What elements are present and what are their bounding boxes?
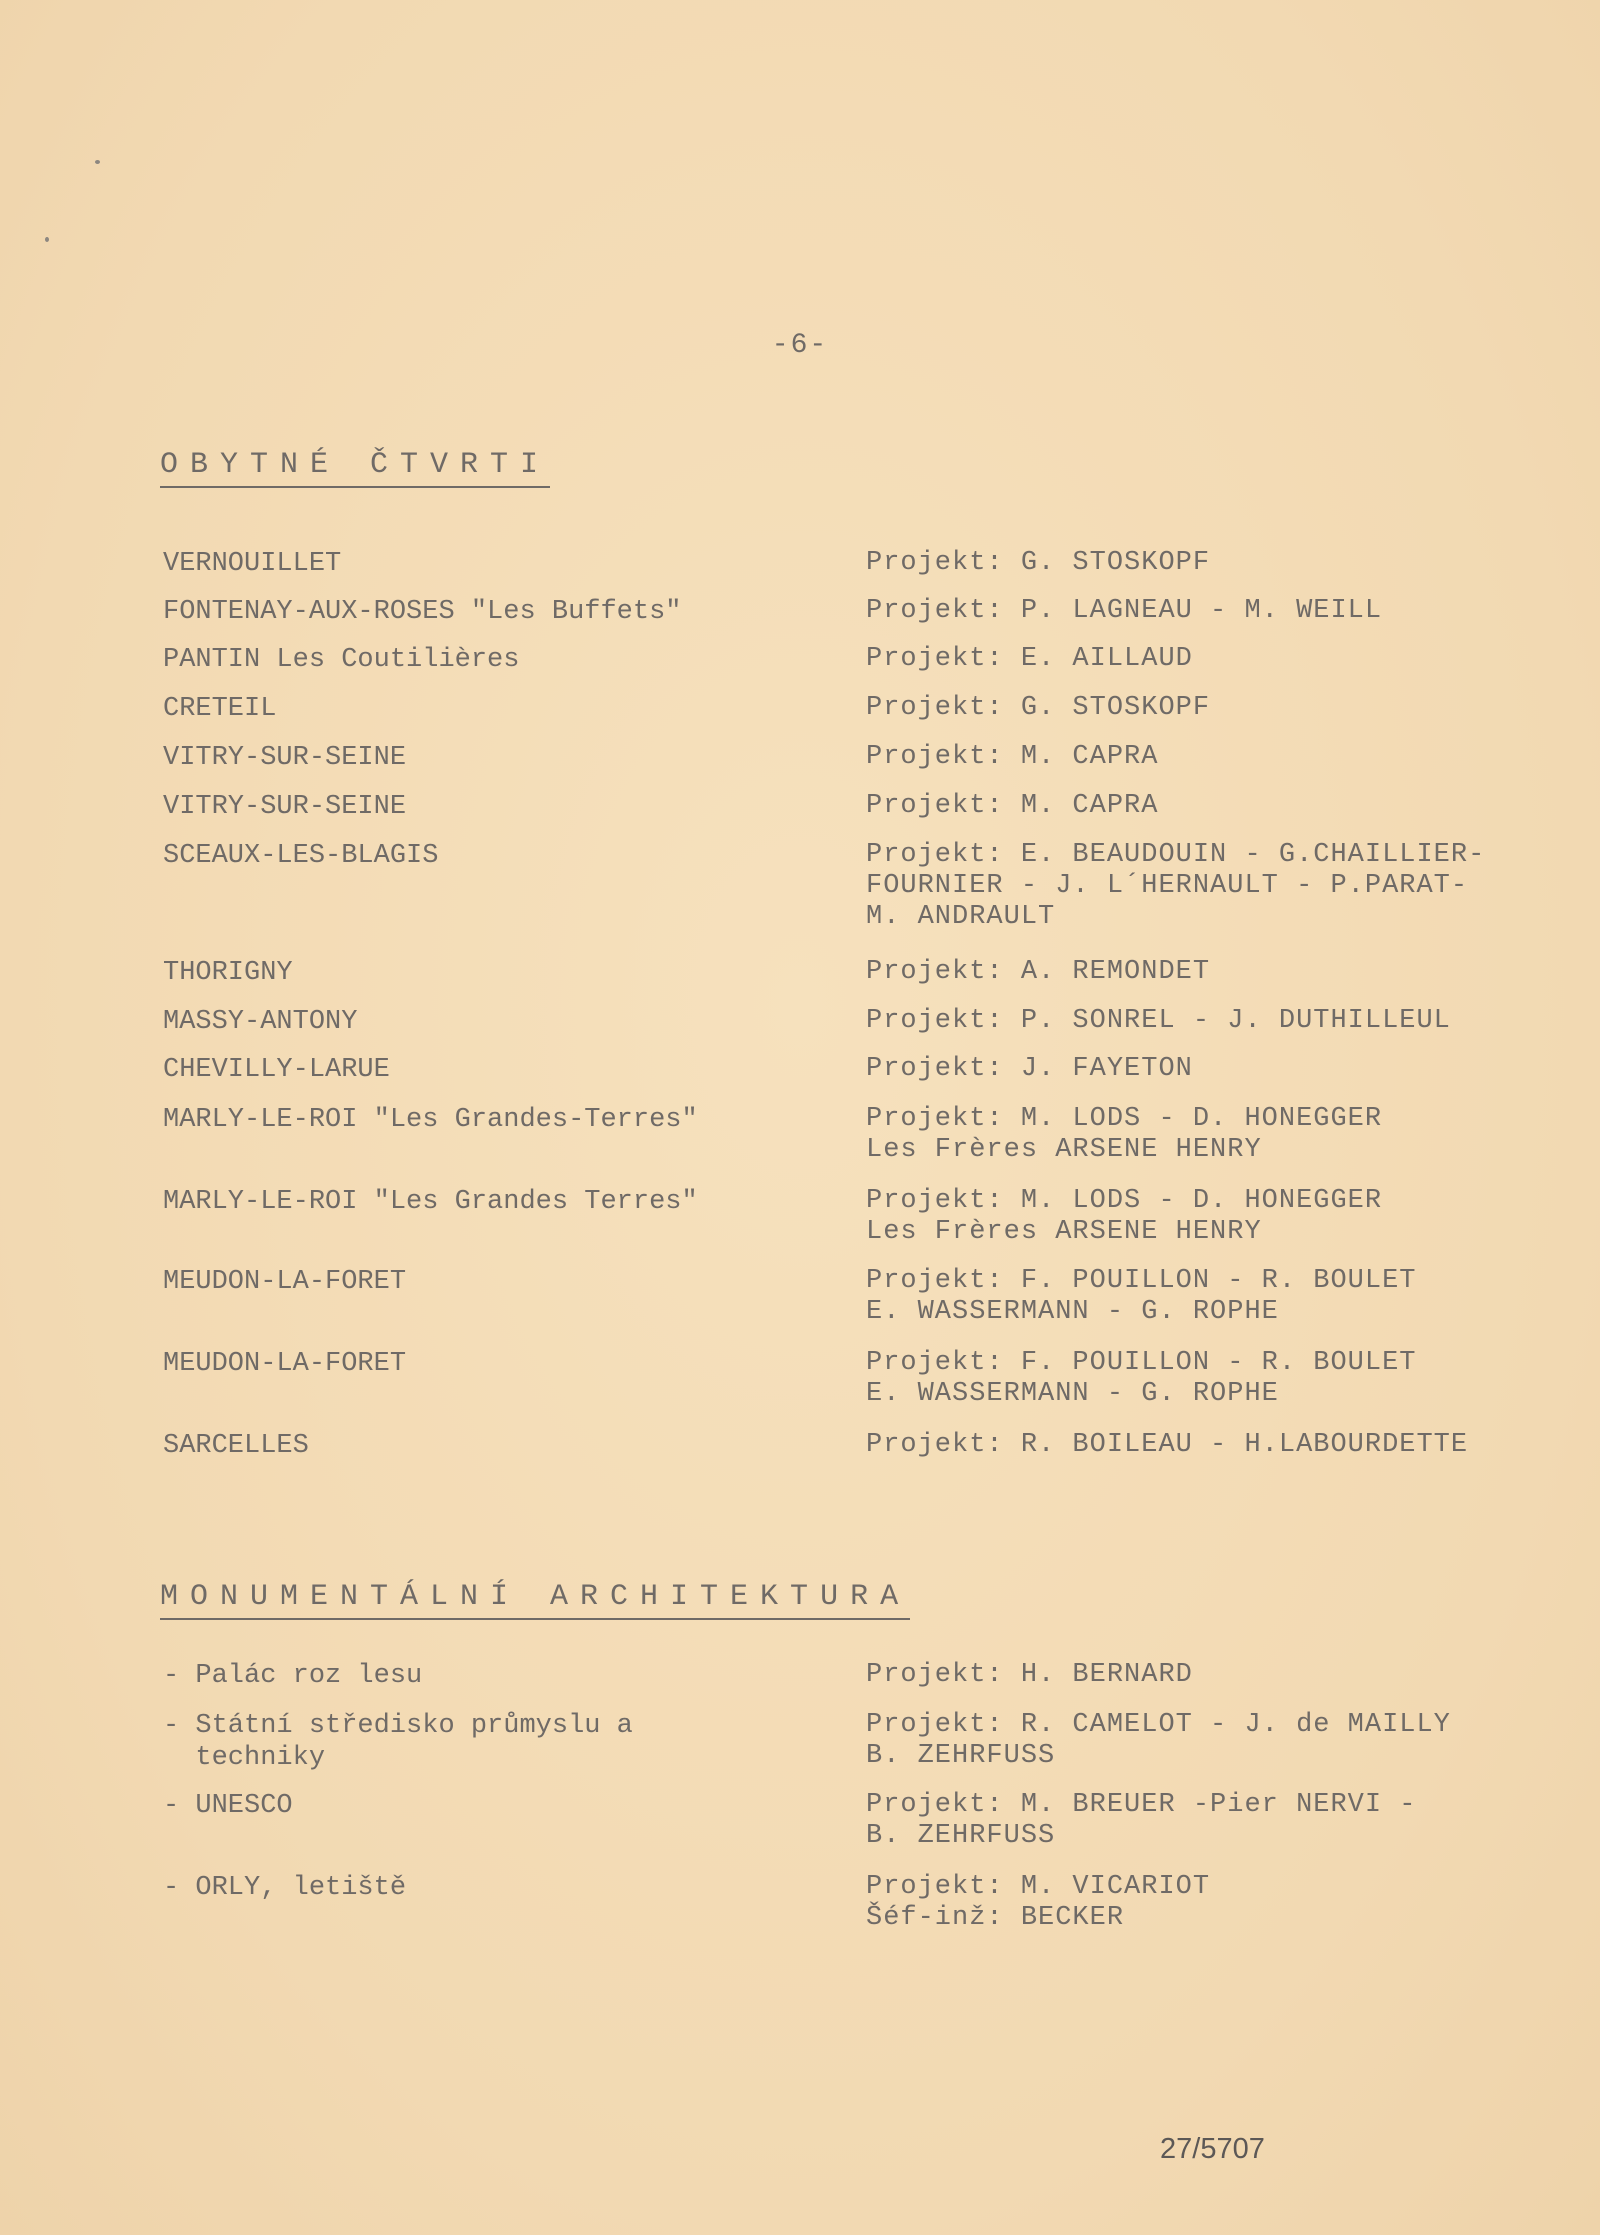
project-credit: Projekt: M. CAPRA bbox=[866, 791, 1159, 821]
project-credit: Projekt: P. SONREL - J. DUTHILLEUL bbox=[866, 1006, 1451, 1036]
section-heading-monumental: MONUMENTÁLNÍ ARCHITEKTURA bbox=[160, 1580, 910, 1620]
project-credit: Projekt: G. STOSKOPF bbox=[866, 548, 1211, 578]
project-credit: Projekt: A. REMONDET bbox=[866, 957, 1211, 987]
location-name: VITRY-SUR-SEINE bbox=[163, 743, 407, 773]
location-name: SARCELLES bbox=[163, 1431, 309, 1461]
project-credit: Projekt: M. BREUER -Pier NERVI - B. ZEHRFUSS bbox=[866, 1790, 1417, 1851]
project-credit: Projekt: H. BERNARD bbox=[866, 1660, 1193, 1690]
project-credit: Projekt: M. LODS - D. HONEGGER Les Frères ARSENE HENRY bbox=[866, 1186, 1383, 1247]
location-name: MARLY-LE-ROI "Les Grandes-Terres" bbox=[163, 1105, 698, 1135]
project-credit: Projekt: E. AILLAUD bbox=[866, 644, 1193, 674]
page-number: -6- bbox=[771, 330, 829, 361]
location-name: MASSY-ANTONY bbox=[163, 1007, 358, 1037]
project-credit: Projekt: E. BEAUDOUIN - G.CHAILLIER- FOURNIER - J. L´HERNAULT - P.PARAT- M. ANDRAULT bbox=[866, 840, 1486, 932]
project-credit: Projekt: F. POUILLON - R. BOULET E. WASSERMANN - G. ROPHE bbox=[866, 1348, 1417, 1409]
location-name: FONTENAY-AUX-ROSES "Les Buffets" bbox=[163, 597, 682, 627]
project-credit: Projekt: J. FAYETON bbox=[866, 1054, 1193, 1084]
building-name: - UNESCO bbox=[163, 1791, 293, 1821]
building-name: - ORLY, letiště bbox=[163, 1873, 407, 1903]
project-credit: Projekt: R. CAMELOT - J. de MAILLY B. ZEHRFUSS bbox=[866, 1710, 1451, 1771]
section-heading-residential: OBYTNÉ ČTVRTI bbox=[160, 448, 550, 488]
project-credit: Projekt: R. BOILEAU - H.LABOURDETTE bbox=[866, 1430, 1469, 1460]
location-name: VITRY-SUR-SEINE bbox=[163, 792, 407, 822]
location-name: CHEVILLY-LARUE bbox=[163, 1055, 390, 1085]
location-name: THORIGNY bbox=[163, 958, 293, 988]
location-name: MARLY-LE-ROI "Les Grandes Terres" bbox=[163, 1187, 698, 1217]
location-name: VERNOUILLET bbox=[163, 549, 342, 579]
project-credit: Projekt: M. CAPRA bbox=[866, 742, 1159, 772]
location-name: MEUDON-LA-FORET bbox=[163, 1349, 407, 1379]
location-name: PANTIN Les Coutilières bbox=[163, 645, 520, 675]
ink-speck bbox=[45, 237, 49, 242]
location-name: MEUDON-LA-FORET bbox=[163, 1267, 407, 1297]
project-credit: Projekt: F. POUILLON - R. BOULET E. WASSERMANN - G. ROPHE bbox=[866, 1266, 1417, 1327]
building-name: - Státní středisko průmyslu a techniky bbox=[163, 1711, 633, 1773]
project-credit: Projekt: M. LODS - D. HONEGGER Les Frères ARSENE HENRY bbox=[866, 1104, 1383, 1165]
ink-speck bbox=[95, 160, 100, 164]
project-credit: Projekt: M. VICARIOT Šéf-inž: BECKER bbox=[866, 1872, 1211, 1933]
document-reference-number: 27/5707 bbox=[1160, 2133, 1265, 2165]
project-credit: Projekt: G. STOSKOPF bbox=[866, 693, 1211, 723]
project-credit: Projekt: P. LAGNEAU - M. WEILL bbox=[866, 596, 1383, 626]
building-name: - Palác roz lesu bbox=[163, 1661, 423, 1691]
location-name: SCEAUX-LES-BLAGIS bbox=[163, 841, 439, 871]
location-name: CRETEIL bbox=[163, 694, 277, 724]
